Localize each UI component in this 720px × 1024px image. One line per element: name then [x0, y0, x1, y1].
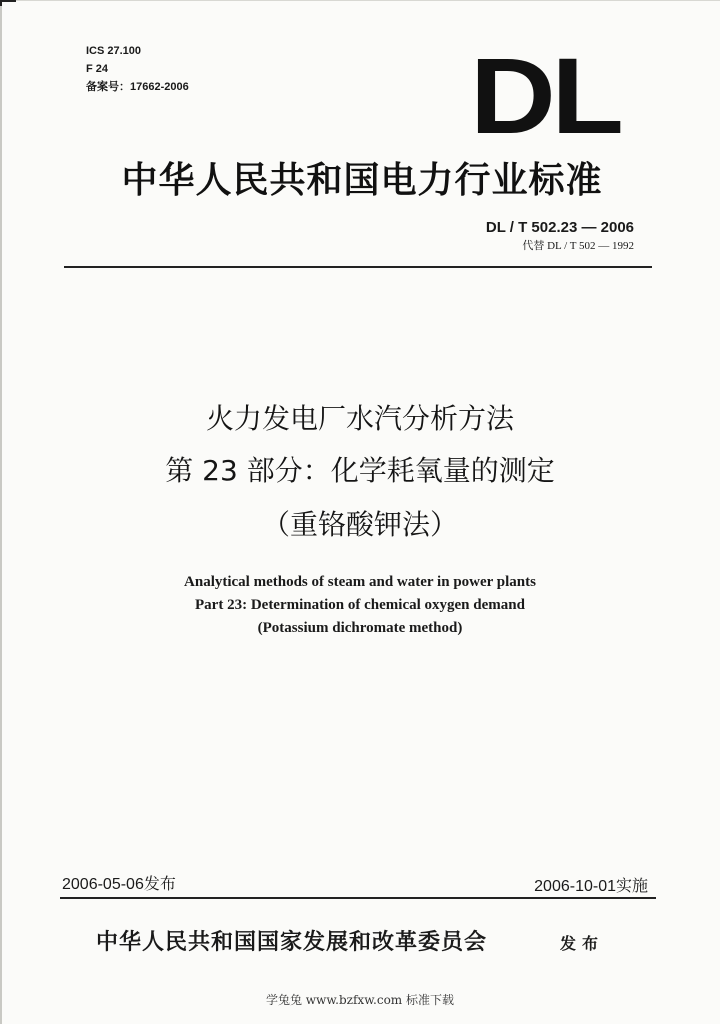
watermark-footer: 学兔兔 www.bzfxw.com 标准下载 — [265, 993, 455, 1007]
header-divider — [64, 266, 652, 268]
scan-edge-top — [0, 0, 720, 1]
record-number: 备案号：17662-2006 — [86, 81, 189, 93]
issuing-authority: 中华人民共和国国家发展和改革委员会 — [96, 929, 488, 955]
title-en-line3: (Potassium dichromate method) — [257, 620, 463, 636]
standard-code: DL / T 502.23 — 2006 — [485, 219, 634, 236]
title-cn-line2: 第 23 部分：化学耗氧量的测定 — [165, 454, 555, 487]
standard-org-title: 中华人民共和国电力行业标准 — [121, 159, 603, 201]
scan-edge-left — [0, 0, 2, 1024]
dl-logo: DL — [470, 35, 620, 156]
ics-code: ICS 27.100 — [86, 45, 142, 57]
title-cn-line3: （重铬酸钾法） — [261, 508, 458, 541]
corner-mark — [0, 0, 16, 6]
category-code: F 24 — [86, 63, 109, 75]
title-en-line2: Part 23: Determination of chemical oxygen demand — [195, 597, 525, 613]
issue-date: 2006-05-06发布 — [62, 876, 176, 893]
issued-label: 发布 — [560, 934, 605, 953]
footer-divider — [60, 897, 656, 899]
title-en-line1: Analytical methods of steam and water in power plants — [184, 574, 536, 590]
title-cn-line1: 火力发电厂水汽分析方法 — [205, 402, 514, 435]
replaces-standard: 代替 DL / T 502 — 1992 — [522, 240, 634, 252]
implementation-date: 2006-10-01实施 — [534, 878, 648, 895]
